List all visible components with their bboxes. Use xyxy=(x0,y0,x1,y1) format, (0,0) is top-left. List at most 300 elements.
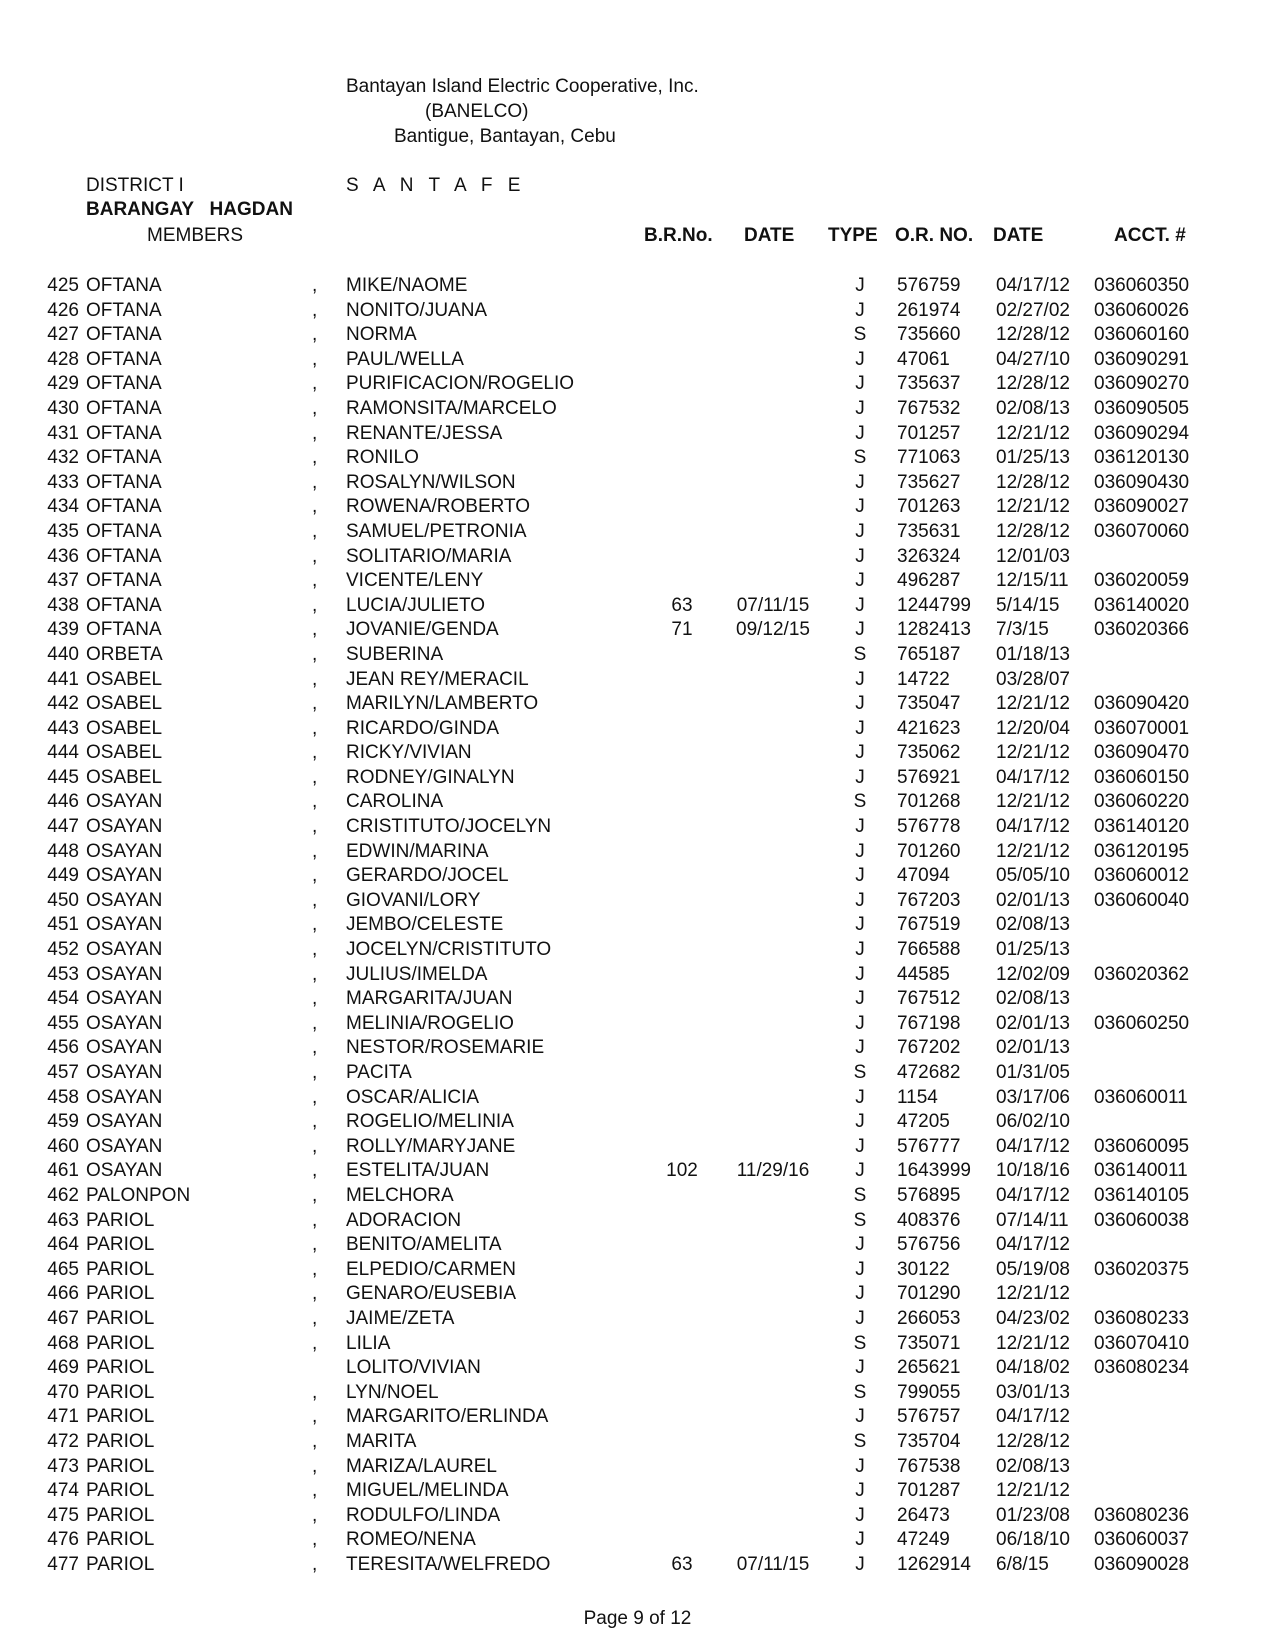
row-number: 454 xyxy=(47,988,79,1010)
row-number: 460 xyxy=(47,1135,79,1157)
surname: OSAYAN xyxy=(86,791,163,813)
table-row xyxy=(0,841,1275,866)
or-number: 496287 xyxy=(897,570,961,592)
table-row xyxy=(0,619,1275,644)
table-row xyxy=(0,669,1275,694)
table-row xyxy=(0,1037,1275,1062)
org-acronym: (BANELCO) xyxy=(425,101,529,122)
br-date: 07/11/15 xyxy=(736,594,810,616)
br-date: 11/29/16 xyxy=(736,1160,810,1182)
surname: PARIOL xyxy=(86,1529,155,1551)
table-row xyxy=(0,324,1275,349)
account-number: 036090028 xyxy=(1094,1553,1190,1575)
row-number: 467 xyxy=(47,1307,79,1329)
membership-type: J xyxy=(855,1504,865,1526)
membership-type: J xyxy=(855,693,865,715)
row-number: 465 xyxy=(47,1258,79,1280)
or-number: 701268 xyxy=(897,791,961,813)
row-number: 474 xyxy=(47,1480,79,1502)
or-date: 07/14/11 xyxy=(996,1209,1069,1231)
or-date: 12/21/12 xyxy=(996,1332,1070,1354)
or-date: 10/18/16 xyxy=(996,1160,1070,1182)
row-number: 430 xyxy=(47,397,79,419)
surname: OSABEL xyxy=(86,717,163,739)
surname: OFTANA xyxy=(86,324,162,346)
surname: OFTANA xyxy=(86,348,162,370)
row-number: 476 xyxy=(47,1529,79,1551)
table-row xyxy=(0,1013,1275,1038)
surname: OSAYAN xyxy=(86,988,163,1010)
row-number: 432 xyxy=(47,447,79,469)
account-number: 036090505 xyxy=(1094,397,1190,419)
or-date: 12/28/12 xyxy=(996,471,1070,493)
or-number: 767532 xyxy=(897,397,961,419)
account-number: 036060026 xyxy=(1094,299,1190,321)
separator-comma: , xyxy=(312,840,318,862)
separator-comma: , xyxy=(312,1012,318,1034)
column-header-date: DATE xyxy=(744,225,795,246)
surname: PALONPON xyxy=(86,1184,191,1206)
surname: OSABEL xyxy=(86,742,163,764)
separator-comma: , xyxy=(312,1209,318,1231)
row-number: 459 xyxy=(47,1111,79,1133)
table-row xyxy=(0,1480,1275,1505)
account-number: 036060160 xyxy=(1094,324,1190,346)
separator-comma: , xyxy=(312,570,318,592)
membership-type: J xyxy=(855,299,865,321)
table-row xyxy=(0,472,1275,497)
or-date: 7/3/15 xyxy=(996,619,1049,641)
membership-type: J xyxy=(855,988,865,1010)
surname: OSAYAN xyxy=(86,963,163,985)
surname: OFTANA xyxy=(86,496,162,518)
or-number: 765187 xyxy=(897,643,961,665)
separator-comma: , xyxy=(312,299,318,321)
given-names: LILIA xyxy=(346,1332,391,1354)
table-row xyxy=(0,1283,1275,1308)
row-number: 434 xyxy=(47,496,79,518)
account-number: 036090291 xyxy=(1094,348,1190,370)
table-row xyxy=(0,496,1275,521)
or-date: 05/19/08 xyxy=(996,1258,1070,1280)
given-names: TERESITA/WELFREDO xyxy=(346,1553,551,1575)
table-row xyxy=(0,595,1275,620)
or-date: 12/28/12 xyxy=(996,324,1070,346)
account-number: 036080233 xyxy=(1094,1307,1190,1329)
table-row xyxy=(0,447,1275,472)
row-number: 425 xyxy=(47,275,79,296)
or-date: 02/01/13 xyxy=(996,889,1070,911)
table-row xyxy=(0,1431,1275,1456)
or-date: 01/25/13 xyxy=(996,939,1070,961)
or-number: 576759 xyxy=(897,275,961,296)
or-number: 326324 xyxy=(897,545,961,567)
row-number: 463 xyxy=(47,1209,79,1231)
separator-comma: , xyxy=(312,668,318,690)
membership-type: S xyxy=(853,1209,867,1231)
surname: PARIOL xyxy=(86,1480,155,1502)
separator-comma: , xyxy=(312,988,318,1010)
membership-type: J xyxy=(855,1553,865,1575)
surname: OSAYAN xyxy=(86,914,163,936)
surname: OSABEL xyxy=(86,766,163,788)
or-number: 735627 xyxy=(897,471,961,493)
row-number: 443 xyxy=(47,717,79,739)
membership-type: S xyxy=(853,324,867,346)
membership-type: J xyxy=(855,471,865,493)
separator-comma: , xyxy=(312,496,318,518)
surname: OSAYAN xyxy=(86,1135,163,1157)
surname: PARIOL xyxy=(86,1430,155,1452)
or-number: 576895 xyxy=(897,1184,961,1206)
given-names: JOCELYN/CRISTITUTO xyxy=(346,939,552,961)
or-date: 01/31/05 xyxy=(996,1062,1070,1083)
account-number: 036120130 xyxy=(1094,447,1190,469)
account-number: 036060011 xyxy=(1094,1086,1188,1108)
membership-type: J xyxy=(855,373,865,395)
row-number: 450 xyxy=(47,889,79,911)
membership-type: J xyxy=(855,766,865,788)
separator-comma: , xyxy=(312,1258,318,1280)
table-row xyxy=(0,816,1275,841)
or-date: 04/27/10 xyxy=(996,348,1070,370)
membership-type: J xyxy=(855,594,865,616)
or-number: 701260 xyxy=(897,840,961,862)
given-names: PURIFICACION/ROGELIO xyxy=(346,373,575,395)
given-names: NESTOR/ROSEMARIE xyxy=(346,1037,545,1059)
table-row xyxy=(0,1357,1275,1382)
surname: PARIOL xyxy=(86,1209,155,1231)
or-number: 735047 xyxy=(897,693,961,715)
table-row xyxy=(0,791,1275,816)
table-row xyxy=(0,1554,1275,1579)
given-names: JEMBO/CELESTE xyxy=(346,914,504,936)
table-row xyxy=(0,1308,1275,1333)
or-date: 04/17/12 xyxy=(996,1234,1070,1256)
separator-comma: , xyxy=(312,1307,318,1329)
given-names: RODULFO/LINDA xyxy=(346,1504,501,1526)
or-date: 12/21/12 xyxy=(996,742,1070,764)
surname: PARIOL xyxy=(86,1307,155,1329)
row-number: 453 xyxy=(47,963,79,985)
membership-type: J xyxy=(855,1357,865,1379)
district-label: DISTRICT I xyxy=(86,175,184,196)
given-names: ROLLY/MARYJANE xyxy=(346,1135,516,1157)
surname: OSABEL xyxy=(86,693,163,715)
table-row xyxy=(0,373,1275,398)
separator-comma: , xyxy=(312,1062,318,1083)
row-number: 433 xyxy=(47,471,79,493)
row-number: 469 xyxy=(47,1357,79,1379)
or-number: 1282413 xyxy=(897,619,971,641)
row-number: 439 xyxy=(47,619,79,641)
surname: OSAYAN xyxy=(86,1160,163,1182)
row-number: 457 xyxy=(47,1062,79,1083)
or-number: 47061 xyxy=(897,348,950,370)
surname: OSAYAN xyxy=(86,1111,163,1133)
table-row xyxy=(0,1406,1275,1431)
or-number: 767198 xyxy=(897,1012,961,1034)
surname: OFTANA xyxy=(86,570,162,592)
row-number: 452 xyxy=(47,939,79,961)
surname: OFTANA xyxy=(86,275,162,296)
row-number: 428 xyxy=(47,348,79,370)
row-number: 456 xyxy=(47,1037,79,1059)
account-number: 036060012 xyxy=(1094,865,1190,887)
or-date: 03/28/07 xyxy=(996,668,1070,690)
or-number: 1154 xyxy=(897,1086,938,1108)
membership-type: J xyxy=(855,1012,865,1034)
or-date: 04/23/02 xyxy=(996,1307,1070,1329)
separator-comma: , xyxy=(312,471,318,493)
separator-comma: , xyxy=(312,1529,318,1551)
or-date: 02/08/13 xyxy=(996,397,1070,419)
given-names: RICARDO/GINDA xyxy=(346,717,500,739)
account-number: 036120195 xyxy=(1094,840,1190,862)
or-date: 02/08/13 xyxy=(996,988,1070,1010)
membership-type: J xyxy=(855,939,865,961)
surname: PARIOL xyxy=(86,1283,155,1305)
separator-comma: , xyxy=(312,373,318,395)
surname: OFTANA xyxy=(86,619,162,641)
membership-type: J xyxy=(855,1234,865,1256)
membership-type: S xyxy=(853,1062,867,1083)
membership-type: J xyxy=(855,1086,865,1108)
or-number: 735637 xyxy=(897,373,961,395)
membership-type: J xyxy=(855,1135,865,1157)
separator-comma: , xyxy=(312,742,318,764)
or-number: 735071 xyxy=(897,1332,961,1354)
row-number: 442 xyxy=(47,693,79,715)
given-names: ADORACION xyxy=(346,1209,462,1231)
account-number: 036070410 xyxy=(1094,1332,1190,1354)
or-number: 767203 xyxy=(897,889,961,911)
membership-type: J xyxy=(855,717,865,739)
br-date: 07/11/15 xyxy=(736,1553,810,1575)
column-header-type: TYPE xyxy=(828,225,878,246)
row-number: 449 xyxy=(47,865,79,887)
surname: OFTANA xyxy=(86,373,162,395)
given-names: GENARO/EUSEBIA xyxy=(346,1283,516,1305)
row-number: 475 xyxy=(47,1504,79,1526)
surname: OSAYAN xyxy=(86,1037,163,1059)
surname: PARIOL xyxy=(86,1332,155,1354)
given-names: BENITO/AMELITA xyxy=(346,1234,502,1256)
membership-type: J xyxy=(855,963,865,985)
table-row xyxy=(0,1456,1275,1481)
or-date: 04/17/12 xyxy=(996,1184,1070,1206)
membership-type: S xyxy=(853,1381,867,1403)
separator-comma: , xyxy=(312,324,318,346)
or-date: 05/05/10 xyxy=(996,865,1070,887)
column-header-or-no: O.R. NO. xyxy=(895,225,974,246)
separator-comma: , xyxy=(312,275,318,296)
row-number: 461 xyxy=(47,1160,79,1182)
row-number: 462 xyxy=(47,1184,79,1206)
or-number: 701290 xyxy=(897,1283,961,1305)
account-number: 036140105 xyxy=(1094,1184,1190,1206)
surname: PARIOL xyxy=(86,1504,155,1526)
surname: OSABEL xyxy=(86,668,163,690)
separator-comma: , xyxy=(312,1406,318,1428)
row-number: 466 xyxy=(47,1283,79,1305)
given-names: ESTELITA/JUAN xyxy=(346,1160,490,1182)
separator-comma: , xyxy=(312,889,318,911)
table-row xyxy=(0,1185,1275,1210)
surname: OFTANA xyxy=(86,545,162,567)
or-date: 03/01/13 xyxy=(996,1381,1070,1403)
row-number: 455 xyxy=(47,1012,79,1034)
or-date: 06/18/10 xyxy=(996,1529,1070,1551)
table-row xyxy=(0,1160,1275,1185)
membership-type: J xyxy=(855,1480,865,1502)
given-names: JEAN REY/MERACIL xyxy=(346,668,529,690)
or-date: 02/08/13 xyxy=(996,1455,1070,1477)
members-table xyxy=(0,275,1275,1578)
membership-type: J xyxy=(855,889,865,911)
separator-comma: , xyxy=(312,1086,318,1108)
membership-type: J xyxy=(855,1406,865,1428)
given-names: RONILO xyxy=(346,447,419,469)
or-number: 735631 xyxy=(897,520,961,542)
separator-comma: , xyxy=(312,397,318,419)
br-number: 102 xyxy=(666,1160,698,1182)
given-names: SOLITARIO/MARIA xyxy=(346,545,512,567)
or-number: 799055 xyxy=(897,1381,961,1403)
membership-type: J xyxy=(855,668,865,690)
account-number: 036140011 xyxy=(1094,1160,1188,1182)
or-number: 47205 xyxy=(897,1111,950,1133)
separator-comma: , xyxy=(312,1430,318,1452)
membership-type: J xyxy=(855,914,865,936)
surname: OSAYAN xyxy=(86,1012,163,1034)
row-number: 427 xyxy=(47,324,79,346)
account-number: 036080234 xyxy=(1094,1357,1190,1379)
separator-comma: , xyxy=(312,1234,318,1256)
table-row xyxy=(0,1062,1275,1087)
separator-comma: , xyxy=(312,1184,318,1206)
given-names: MARITA xyxy=(346,1430,417,1452)
or-number: 767519 xyxy=(897,914,961,936)
table-row xyxy=(0,1210,1275,1235)
membership-type: J xyxy=(855,1283,865,1305)
separator-comma: , xyxy=(312,520,318,542)
row-number: 435 xyxy=(47,520,79,542)
membership-type: J xyxy=(855,816,865,838)
given-names: RICKY/VIVIAN xyxy=(346,742,472,764)
membership-type: J xyxy=(855,275,865,296)
membership-type: S xyxy=(853,1430,867,1452)
membership-type: J xyxy=(855,1307,865,1329)
separator-comma: , xyxy=(312,693,318,715)
or-date: 12/21/12 xyxy=(996,693,1070,715)
separator-comma: , xyxy=(312,1160,318,1182)
account-number: 036020059 xyxy=(1094,570,1190,592)
or-number: 766588 xyxy=(897,939,961,961)
membership-type: J xyxy=(855,397,865,419)
surname: OSAYAN xyxy=(86,1062,163,1083)
column-header-br-no: B.R.No. xyxy=(644,225,713,246)
account-number: 036020375 xyxy=(1094,1258,1190,1280)
or-date: 04/17/12 xyxy=(996,275,1070,296)
row-number: 458 xyxy=(47,1086,79,1108)
membership-type: J xyxy=(855,422,865,444)
surname: OFTANA xyxy=(86,422,162,444)
or-date: 04/17/12 xyxy=(996,816,1070,838)
given-names: LYN/NOEL xyxy=(346,1381,439,1403)
separator-comma: , xyxy=(312,594,318,616)
separator-comma: , xyxy=(312,865,318,887)
given-names: ROMEO/NENA xyxy=(346,1529,476,1551)
given-names: LOLITO/VIVIAN xyxy=(346,1357,481,1379)
table-row xyxy=(0,275,1275,300)
given-names: MELCHORA xyxy=(346,1184,454,1206)
table-row xyxy=(0,1529,1275,1554)
row-number: 438 xyxy=(47,594,79,616)
given-names: ROWENA/ROBERTO xyxy=(346,496,531,518)
given-names: RODNEY/GINALYN xyxy=(346,766,515,788)
given-names: RAMONSITA/MARCELO xyxy=(346,397,557,419)
membership-type: J xyxy=(855,1037,865,1059)
table-row xyxy=(0,914,1275,939)
given-names: MIKE/NAOME xyxy=(346,275,468,296)
or-date: 04/18/02 xyxy=(996,1357,1070,1379)
membership-type: S xyxy=(853,1332,867,1354)
membership-type: J xyxy=(855,619,865,641)
membership-type: J xyxy=(855,520,865,542)
or-date: 01/18/13 xyxy=(996,643,1070,665)
row-number: 446 xyxy=(47,791,79,813)
table-row xyxy=(0,742,1275,767)
membership-type: J xyxy=(855,865,865,887)
membership-type: S xyxy=(853,791,867,813)
row-number: 429 xyxy=(47,373,79,395)
br-number: 63 xyxy=(671,594,693,616)
or-date: 06/02/10 xyxy=(996,1111,1070,1133)
given-names: VICENTE/LENY xyxy=(346,570,484,592)
given-names: ROGELIO/MELINIA xyxy=(346,1111,514,1133)
or-date: 12/28/12 xyxy=(996,373,1070,395)
given-names: RENANTE/JESSA xyxy=(346,422,503,444)
or-number: 1244799 xyxy=(897,594,971,616)
account-number: 036090470 xyxy=(1094,742,1190,764)
row-number: 471 xyxy=(47,1406,79,1428)
or-number: 771063 xyxy=(897,447,961,469)
membership-type: J xyxy=(855,840,865,862)
surname: OSAYAN xyxy=(86,889,163,911)
table-row xyxy=(0,1087,1275,1112)
surname: PARIOL xyxy=(86,1381,155,1403)
table-row xyxy=(0,718,1275,743)
surname: PARIOL xyxy=(86,1234,155,1256)
or-number: 576778 xyxy=(897,816,961,838)
separator-comma: , xyxy=(312,939,318,961)
membership-type: J xyxy=(855,1111,865,1133)
or-number: 47094 xyxy=(897,865,950,887)
surname: PARIOL xyxy=(86,1258,155,1280)
given-names: MARILYN/LAMBERTO xyxy=(346,693,539,715)
column-header-or-date: DATE xyxy=(993,225,1044,246)
or-number: 576921 xyxy=(897,766,961,788)
given-names: PAUL/WELLA xyxy=(346,348,464,370)
account-number: 036080236 xyxy=(1094,1504,1190,1526)
or-number: 735660 xyxy=(897,324,961,346)
given-names: LUCIA/JULIETO xyxy=(346,594,486,616)
given-names: MARIZA/LAUREL xyxy=(346,1455,497,1477)
row-number: 444 xyxy=(47,742,79,764)
given-names: EDWIN/MARINA xyxy=(346,840,489,862)
table-row xyxy=(0,865,1275,890)
